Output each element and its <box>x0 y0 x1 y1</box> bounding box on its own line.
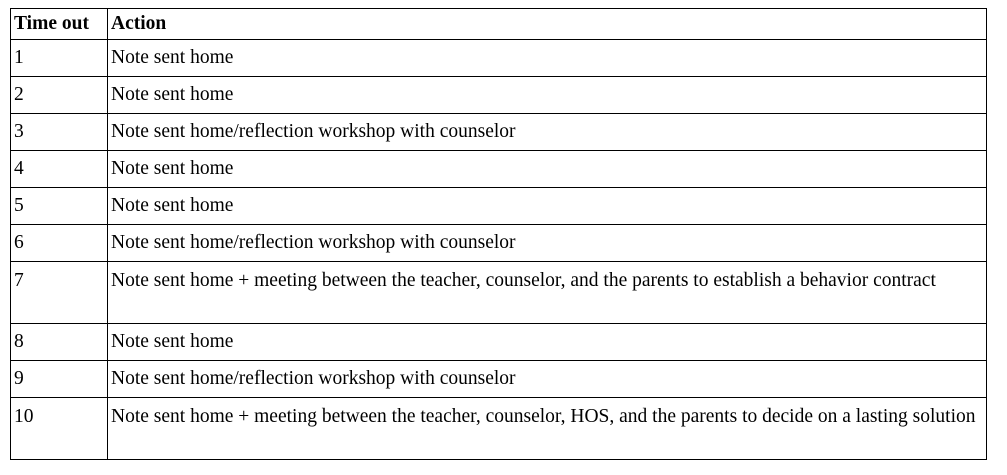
cell-time-out: 6 <box>11 225 108 262</box>
cell-time-out: 7 <box>11 262 108 324</box>
cell-time-out: 1 <box>11 40 108 77</box>
cell-action: Note sent home <box>108 324 987 361</box>
timeout-table-container <box>10 8 986 460</box>
cell-action: Note sent home <box>108 40 987 77</box>
cell-time-out: 9 <box>11 361 108 398</box>
cell-time-out: 4 <box>11 151 108 188</box>
table-row <box>11 398 987 460</box>
cell-time-out: 5 <box>11 188 108 225</box>
cell-time-out: 3 <box>11 114 108 151</box>
cell-action: Note sent home/reflection workshop with counselor <box>108 225 987 262</box>
table-row <box>11 114 987 151</box>
cell-time-out: 10 <box>11 398 108 460</box>
cell-action: Note sent home <box>108 188 987 225</box>
cell-action: Note sent home + meeting between the teacher, counselor, HOS, and the parents to decide on a lasting solution <box>108 398 987 460</box>
table-row <box>11 225 987 262</box>
table-row <box>11 77 987 114</box>
timeout-action-table <box>10 8 987 460</box>
table-row <box>11 188 987 225</box>
header-action: Action <box>108 9 987 40</box>
table-row <box>11 40 987 77</box>
cell-action: Note sent home/reflection workshop with counselor <box>108 114 987 151</box>
table-row <box>11 151 987 188</box>
cell-action: Note sent home <box>108 77 987 114</box>
table-row <box>11 324 987 361</box>
cell-action: Note sent home + meeting between the teacher, counselor, and the parents to establish a behavior contract <box>108 262 987 324</box>
cell-action: Note sent home <box>108 151 987 188</box>
table-row <box>11 361 987 398</box>
cell-time-out: 2 <box>11 77 108 114</box>
cell-action: Note sent home/reflection workshop with counselor <box>108 361 987 398</box>
header-time-out: Time out <box>11 9 108 40</box>
table-header-row <box>11 9 987 40</box>
cell-time-out: 8 <box>11 324 108 361</box>
table-row <box>11 262 987 324</box>
